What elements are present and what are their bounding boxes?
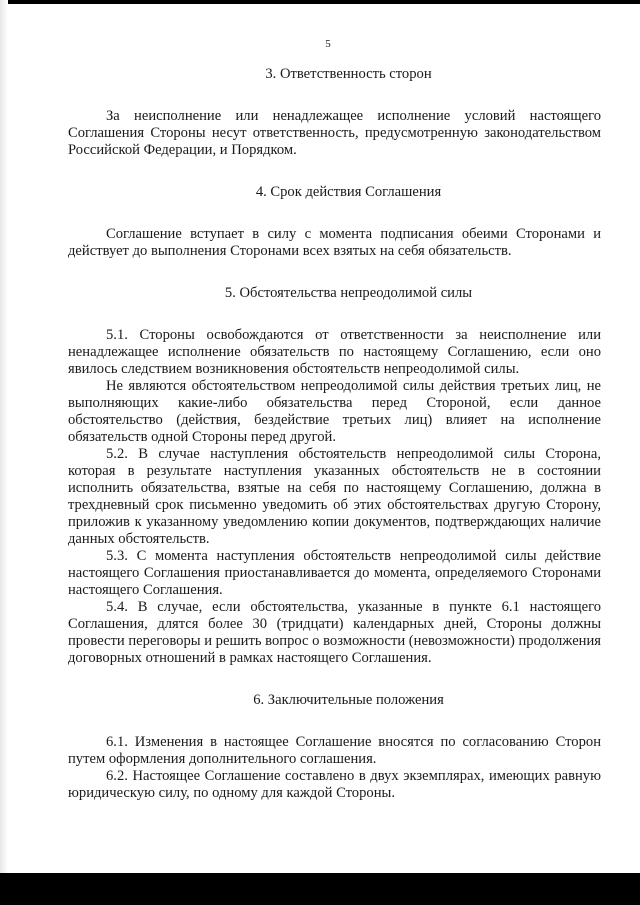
paragraph: Соглашение вступает в силу с момента подписания обеими Сторонами и действует до выполнения Сторонами всех взятых на себя обязательств.	[68, 226, 601, 259]
paragraph: Не являются обстоятельством непреодолимой силы действия третьих лиц, не выполняющих какие-либо обязательства перед Стороной, если данное обстоятельство (действия, бездействие третьих лиц) влияет на исполнение обязательств одной Стороны перед другой.	[68, 378, 601, 445]
section-heading-4: 4. Срок действия Соглашения	[255, 184, 442, 200]
scan-border-left	[0, 0, 8, 905]
paragraph: За неисполнение или ненадлежащее исполнение условий настоящего Соглашения Стороны несут ответственность, предусмотренную законодательством Российской Федерации, и Порядком.	[68, 108, 601, 158]
paragraph: 6.1. Изменения в настоящее Соглашение вносятся по согласованию Сторон путем оформления дополнительного соглашения.	[68, 734, 601, 767]
section-heading-5: 5. Обстоятельства непреодолимой силы	[224, 285, 473, 301]
paragraph: 5.2. В случае наступления обстоятельств непреодолимой силы Сторона, которая в результате наступления указанных обстоятельств не в состоянии исполнить обязательства, взятые на себя по настоящему Соглашению, должна в трехдневный срок письменно уведомить об этих обстоятельствах другую Сторону, приложив к указанному уведомлению копии документов, подтверждающих наличие данных обстоятельств.	[68, 446, 601, 547]
section-heading-6: 6. Заключительные положения	[253, 692, 444, 708]
page-number: 5	[325, 38, 331, 50]
paragraph: 6.2. Настоящее Соглашение составлено в двух экземплярах, имеющих равную юридическую силу, по одному для каждой Стороны.	[68, 768, 601, 801]
scan-border-top	[0, 0, 640, 4]
paragraph: 5.1. Стороны освобождаются от ответственности за неисполнение или ненадлежащее исполнение обязательств по настоящему Соглашению, если оно явилось следствием возникновения обстоятельств непреодолимой силы.	[68, 327, 601, 377]
paragraph: 5.3. С момента наступления обстоятельств непреодолимой силы действие настоящего Соглашения приостанавливается до момента, определяемого Сторонами настоящего Соглашения.	[68, 548, 601, 598]
document-body	[68, 66, 601, 802]
scan-border-bottom	[0, 873, 640, 905]
paragraph: 5.4. В случае, если обстоятельства, указанные в пункте 6.1 настоящего Соглашения, длятся более 30 (тридцати) календарных дней, Стороны должны провести переговоры и решить вопрос о возможности (невозможности) продолжения договорных отношений в рамках настоящего Соглашения.	[68, 599, 601, 666]
section-heading-3: 3. Ответственность сторон	[265, 66, 432, 82]
